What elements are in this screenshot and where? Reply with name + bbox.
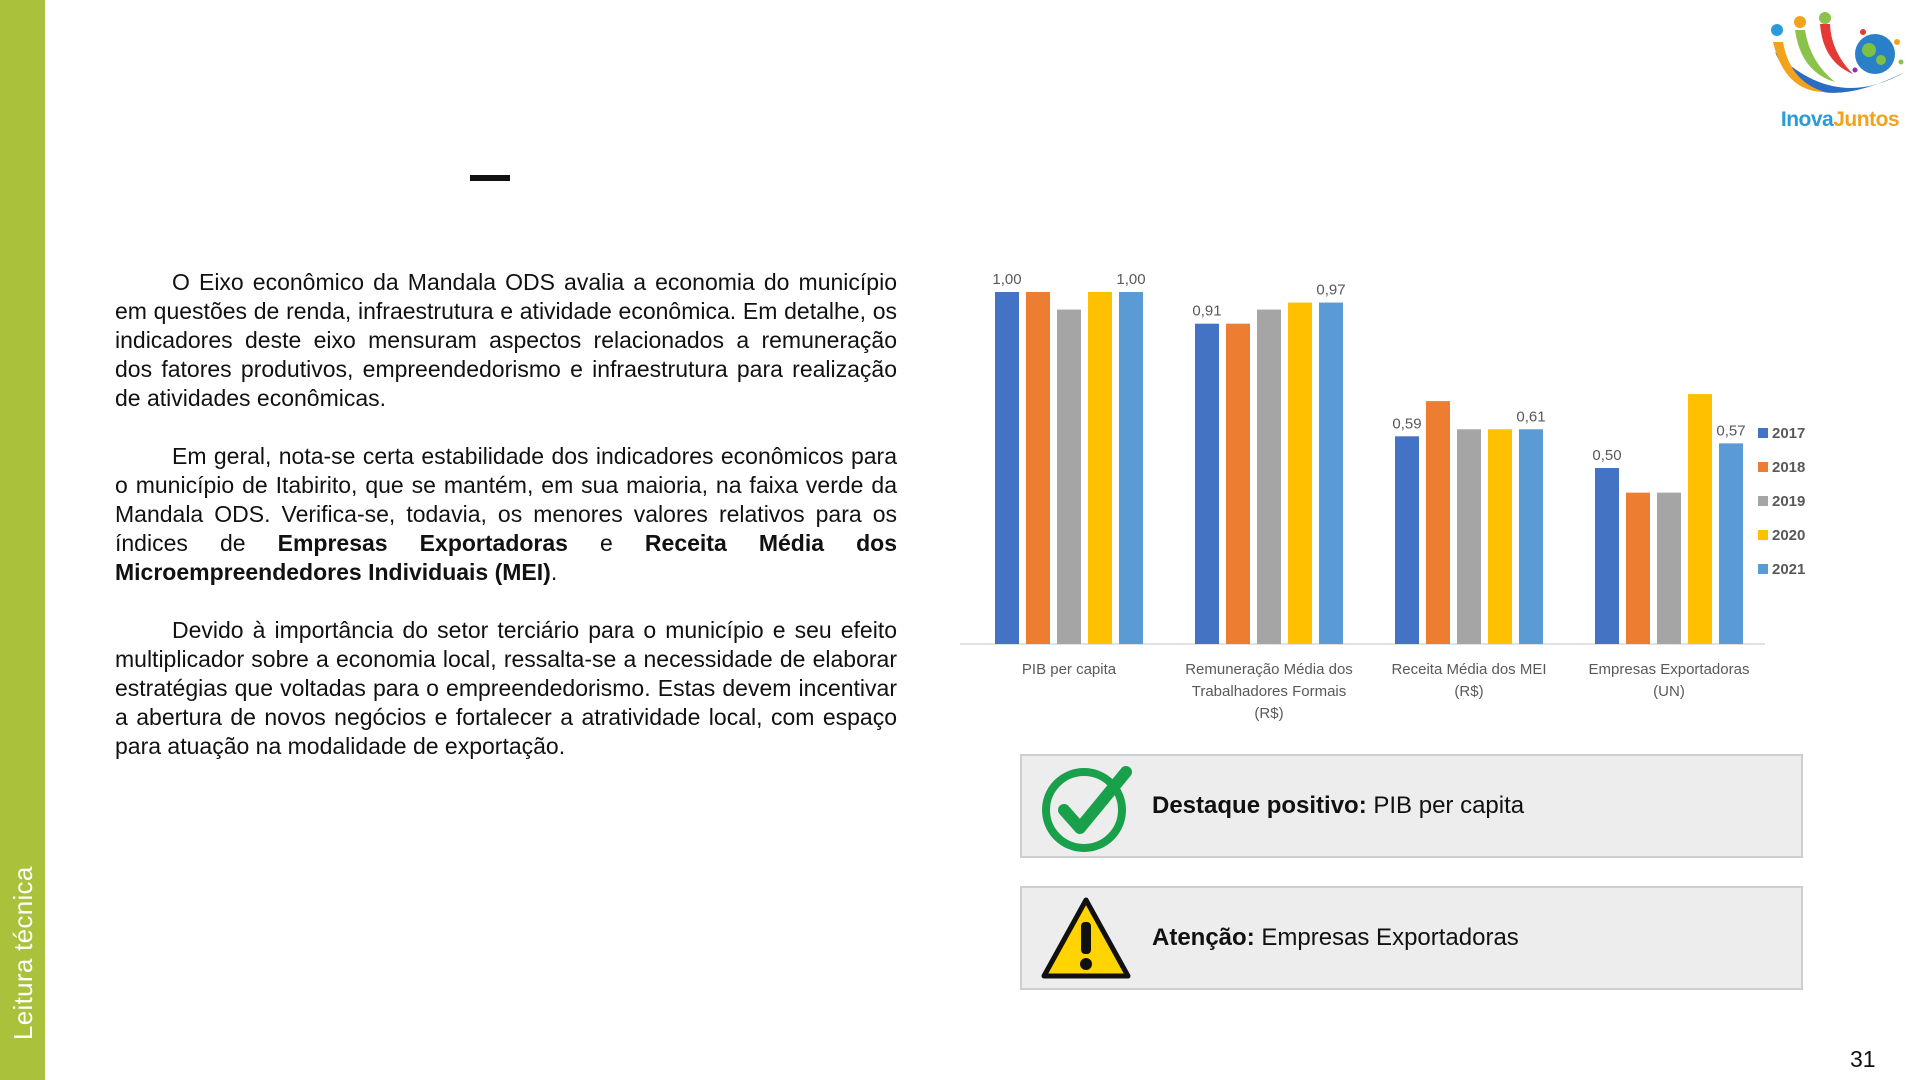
x-tick-label-1-1: Trabalhadores Formais bbox=[1191, 683, 1347, 700]
paragraph-3: Devido à importância do setor terciário para o município e seu efeito multiplicador sobre a economia local, ressalta-se a necessidade de elaborar estratégias que voltadas para o empreendedorismo. Estas devem incentivar a abertura de novos negócios e fortalecer a atratividade local, com espaço para atuação na modalidade de exportação. bbox=[115, 617, 897, 759]
bar-2018-cat-0 bbox=[1026, 292, 1050, 644]
bar-2020-cat-2 bbox=[1488, 429, 1512, 644]
bar-2018-cat-3 bbox=[1626, 493, 1650, 644]
legend-swatch-2019 bbox=[1758, 496, 1768, 506]
bar-2021-cat-1 bbox=[1319, 303, 1343, 644]
data-label-7: 0,57 bbox=[1716, 422, 1746, 440]
legend-swatch-2021 bbox=[1758, 564, 1768, 574]
paragraph-2-text-c: . bbox=[550, 559, 558, 585]
legend-swatch-2018 bbox=[1758, 462, 1768, 472]
legend-label-2021: 2021 bbox=[1772, 561, 1806, 578]
bar-2021-cat-0 bbox=[1119, 292, 1143, 644]
data-label-4: 0,59 bbox=[1392, 415, 1422, 433]
x-tick-label-2-1: (R$) bbox=[1454, 683, 1484, 700]
bar-2019-cat-2 bbox=[1457, 429, 1481, 644]
positive-highlight-box bbox=[1020, 754, 1803, 858]
data-label-6: 0,50 bbox=[1592, 447, 1622, 464]
legend-swatch-2020 bbox=[1758, 530, 1768, 540]
logo-text bbox=[1765, 108, 1915, 132]
legend-label-2017: 2017 bbox=[1772, 425, 1806, 442]
logo-text-juntos: Juntos bbox=[1833, 108, 1900, 131]
paragraph-2 bbox=[115, 442, 897, 587]
bar-2019-cat-0 bbox=[1057, 310, 1081, 644]
bar-2018-cat-2 bbox=[1426, 401, 1450, 644]
bar-2018-cat-1 bbox=[1226, 324, 1250, 644]
bar-2017-cat-2 bbox=[1395, 436, 1419, 644]
paragraph-2-text-b: e bbox=[567, 530, 645, 556]
paragraph-2-text-a: Em geral, nota-se certa estabilidade dos indicadores econômicos para o município de Itabirito, que se mantém, em sua maioria, na faixa verde da Mandala ODS. Verifica-se, todavia, os menores valores relativos para os índices de bbox=[115, 443, 897, 556]
legend-label-2019: 2019 bbox=[1772, 493, 1806, 510]
warning-icon bbox=[1040, 894, 1132, 986]
legend-label-2018: 2018 bbox=[1772, 459, 1806, 476]
x-tick-label-2-0: Receita Média dos MEI bbox=[1391, 661, 1547, 678]
paragraph-1: O Eixo econômico da Mandala ODS avalia a economia do município em questões de renda, infraestrutura e atividade econômica. Em detalhe, os indicadores deste eixo mensuram aspectos relacionados a remuneração dos fatores produtivos, empreendedorismo e infraestrutura para realização de atividades econômicas. bbox=[115, 269, 897, 411]
bar-2021-cat-3 bbox=[1719, 443, 1743, 644]
sidebar bbox=[0, 0, 45, 1080]
x-tick-label-3-1: (UN) bbox=[1653, 683, 1685, 700]
sidebar-label: Leitura técnica bbox=[8, 866, 38, 1040]
legend-swatch-2017 bbox=[1758, 428, 1768, 438]
logo-graphic bbox=[1765, 12, 1915, 112]
bar-2020-cat-0 bbox=[1088, 292, 1112, 644]
attention-value: Empresas Exportadoras bbox=[1254, 924, 1519, 951]
bar-2017-cat-1 bbox=[1195, 324, 1219, 644]
positive-highlight-text bbox=[1152, 792, 1524, 820]
bar-2020-cat-1 bbox=[1288, 303, 1312, 644]
x-tick-label-0-0: PIB per capita bbox=[1021, 661, 1117, 678]
data-label-0: 1,00 bbox=[992, 271, 1022, 288]
data-label-2: 0,91 bbox=[1192, 302, 1222, 320]
checkmark-icon bbox=[1040, 762, 1132, 854]
data-label-3: 0,97 bbox=[1316, 281, 1346, 299]
bar-chart bbox=[960, 270, 1806, 740]
inovajuntos-logo bbox=[1765, 12, 1915, 137]
paragraph-2-bold-a: Empresas Exportadoras bbox=[277, 530, 568, 556]
positive-highlight-value: PIB per capita bbox=[1366, 792, 1525, 819]
bar-2021-cat-2 bbox=[1519, 429, 1543, 644]
bar-2019-cat-1 bbox=[1257, 310, 1281, 644]
legend-label-2020: 2020 bbox=[1772, 527, 1806, 544]
title-dash bbox=[470, 175, 510, 181]
x-tick-label-1-2: (R$) bbox=[1254, 705, 1284, 722]
data-label-1: 1,00 bbox=[1116, 271, 1146, 288]
attention-text bbox=[1152, 924, 1519, 952]
data-label-5: 0,61 bbox=[1516, 408, 1546, 426]
x-tick-label-3-0: Empresas Exportadoras bbox=[1588, 661, 1750, 678]
body-text bbox=[115, 268, 897, 790]
positive-highlight-label: Destaque positivo: bbox=[1152, 792, 1367, 819]
bar-2020-cat-3 bbox=[1688, 394, 1712, 644]
attention-box bbox=[1020, 886, 1803, 990]
bar-2017-cat-3 bbox=[1595, 468, 1619, 644]
attention-label: Atenção: bbox=[1152, 924, 1255, 951]
bar-2017-cat-0 bbox=[995, 292, 1019, 644]
paragraph-2-bold-b: Receita Média dos Microempreendedores Individuais (MEI) bbox=[115, 530, 897, 585]
page-number: 31 bbox=[1850, 1046, 1876, 1072]
logo-text-inova: Inova bbox=[1780, 108, 1834, 131]
bar-2019-cat-3 bbox=[1657, 493, 1681, 644]
x-tick-label-1-0: Remuneração Média dos bbox=[1185, 661, 1353, 678]
